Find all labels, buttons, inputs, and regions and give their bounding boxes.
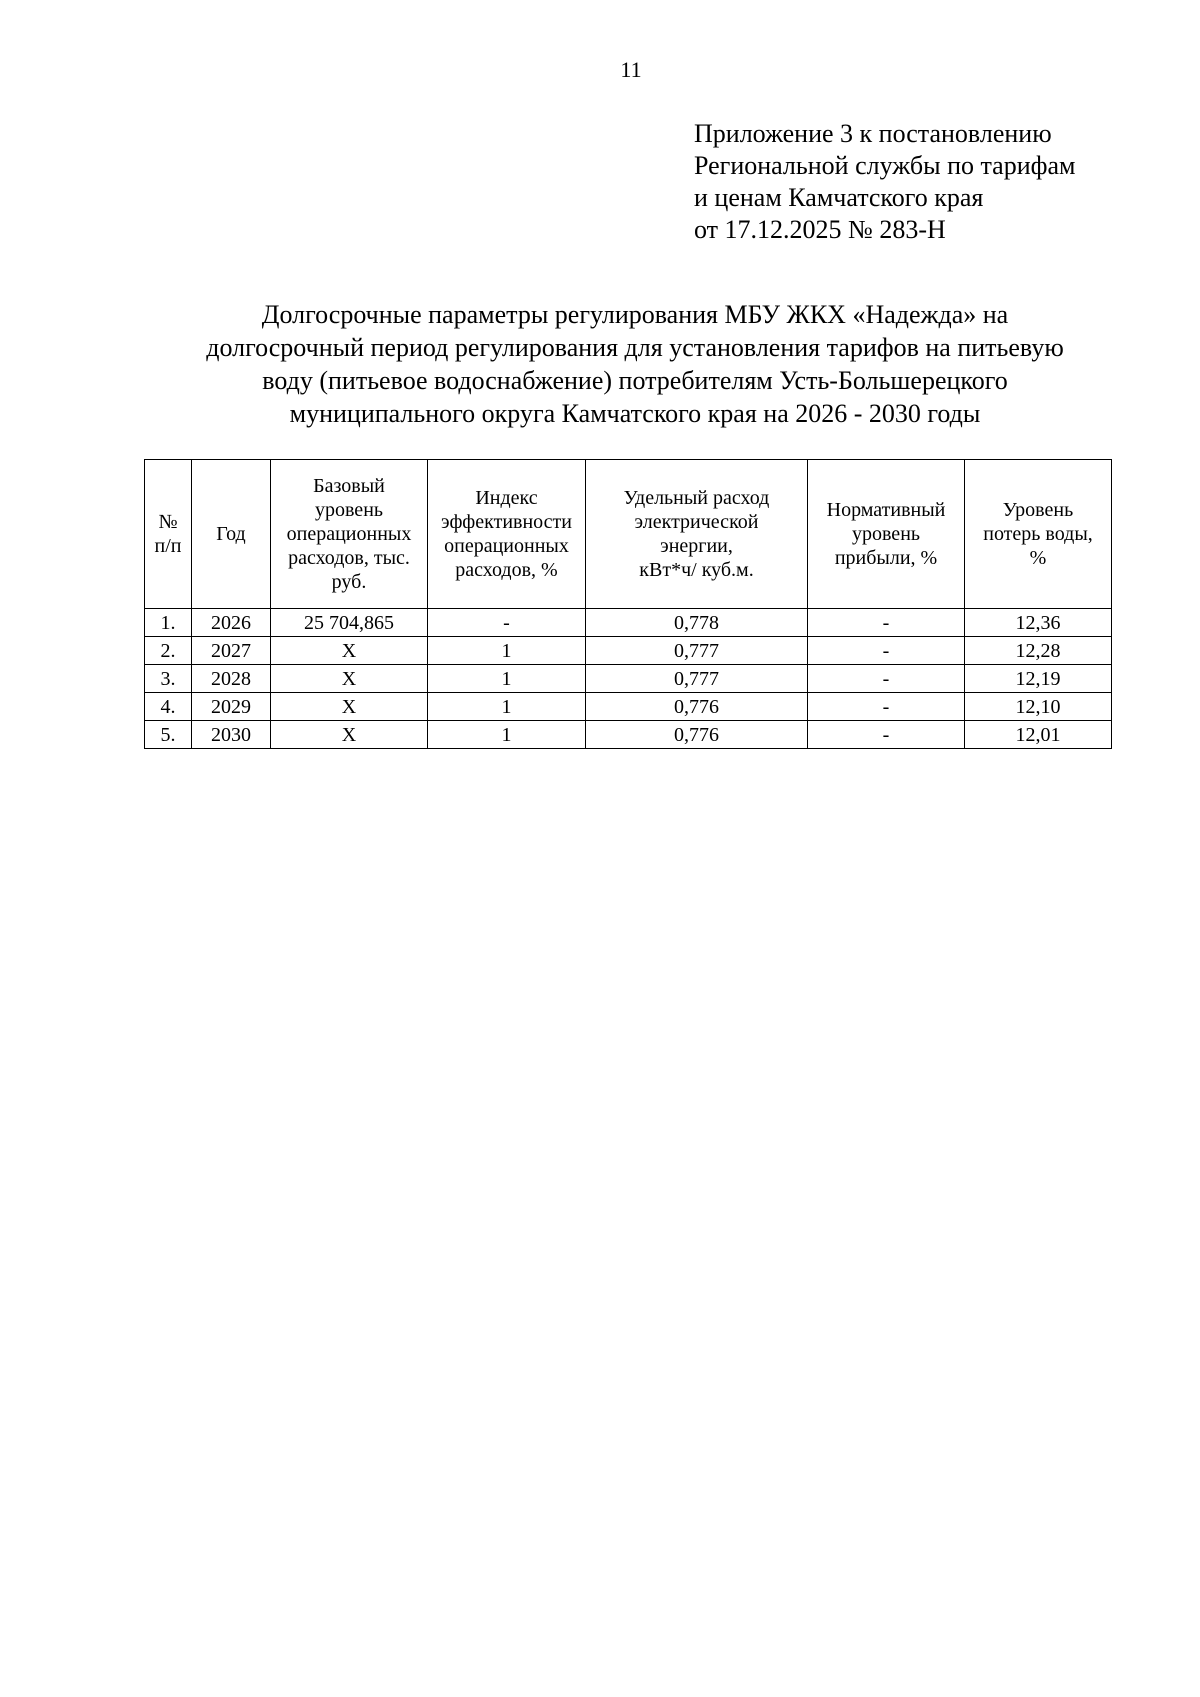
- cell-energy-consumption: 0,776: [586, 693, 808, 721]
- title-line: воду (питьевое водоснабжение) потребителям Усть-Большерецкого: [262, 366, 1008, 395]
- header-line: Нормативный: [826, 499, 946, 521]
- cell-base-opex: Х: [271, 693, 428, 721]
- header-line: %: [1029, 547, 1047, 569]
- appendix-line: Региональной службы по тарифам: [694, 151, 1076, 180]
- cell-water-loss: 12,19: [965, 665, 1112, 693]
- appendix-line: Приложение 3 к постановлению: [694, 119, 1052, 148]
- cell-efficiency-index: 1: [428, 637, 586, 665]
- parameters-table: [144, 459, 1112, 749]
- header-line: потерь воды,: [983, 523, 1093, 545]
- header-line: расходов, %: [455, 559, 558, 581]
- document-title: [140, 298, 1130, 430]
- title-line: долгосрочный период регулирования для установления тарифов на питьевую: [206, 333, 1064, 362]
- header-line: операционных: [444, 535, 569, 557]
- cell-base-opex: Х: [271, 637, 428, 665]
- table-row: [145, 609, 1112, 637]
- appendix-line: от 17.12.2025 № 283-Н: [694, 215, 946, 244]
- header-line: Удельный расход: [623, 487, 770, 509]
- cell-profit-level: -: [808, 609, 965, 637]
- cell-year: 2028: [192, 665, 271, 693]
- header-year: [192, 460, 271, 609]
- cell-energy-consumption: 0,778: [586, 609, 808, 637]
- header-line: прибыли, %: [834, 547, 938, 569]
- cell-year: 2029: [192, 693, 271, 721]
- header-number: [145, 460, 192, 609]
- cell-number: 3.: [145, 665, 192, 693]
- page-number: 11: [620, 57, 642, 82]
- table-row: [145, 637, 1112, 665]
- cell-base-opex: 25 704,865: [271, 609, 428, 637]
- cell-profit-level: -: [808, 637, 965, 665]
- header-line: п/п: [154, 535, 182, 557]
- table-row: [145, 693, 1112, 721]
- cell-efficiency-index: 1: [428, 693, 586, 721]
- cell-efficiency-index: -: [428, 609, 586, 637]
- header-line: уровень: [314, 499, 384, 521]
- header-line: энергии,: [660, 535, 733, 557]
- header-efficiency-index: [428, 460, 586, 609]
- header-line: электрической: [634, 511, 759, 533]
- header-line: №: [158, 511, 178, 533]
- table-header-row: [145, 460, 1112, 609]
- header-line: кВт*ч/ куб.м.: [639, 559, 754, 581]
- cell-efficiency-index: 1: [428, 721, 586, 749]
- appendix-reference: [694, 118, 1075, 246]
- cell-year: 2030: [192, 721, 271, 749]
- cell-water-loss: 12,01: [965, 721, 1112, 749]
- cell-energy-consumption: 0,776: [586, 721, 808, 749]
- title-line: Долгосрочные параметры регулирования МБУ ЖКХ «Надежда» на: [261, 300, 1009, 329]
- cell-efficiency-index: 1: [428, 665, 586, 693]
- table-body: [145, 609, 1112, 749]
- header-profit-level: [808, 460, 965, 609]
- cell-profit-level: -: [808, 721, 965, 749]
- cell-profit-level: -: [808, 693, 965, 721]
- cell-profit-level: -: [808, 665, 965, 693]
- cell-year: 2026: [192, 609, 271, 637]
- header-line: операционных: [286, 523, 412, 545]
- cell-number: 1.: [145, 609, 192, 637]
- header-line: Индекс: [475, 487, 538, 509]
- header-line: расходов, тыс.: [288, 547, 410, 569]
- header-line: Год: [216, 523, 246, 545]
- table-row: [145, 665, 1112, 693]
- cell-number: 4.: [145, 693, 192, 721]
- cell-water-loss: 12,10: [965, 693, 1112, 721]
- header-line: Уровень: [1002, 499, 1074, 521]
- cell-energy-consumption: 0,777: [586, 637, 808, 665]
- title-line: муниципального округа Камчатского края на 2026 - 2030 годы: [289, 399, 981, 428]
- table-row: [145, 721, 1112, 749]
- cell-water-loss: 12,36: [965, 609, 1112, 637]
- header-energy-consumption: [586, 460, 808, 609]
- cell-base-opex: Х: [271, 665, 428, 693]
- cell-base-opex: Х: [271, 721, 428, 749]
- cell-year: 2027: [192, 637, 271, 665]
- header-line: Базовый: [313, 475, 385, 497]
- header-base-opex: [271, 460, 428, 609]
- cell-number: 2.: [145, 637, 192, 665]
- cell-water-loss: 12,28: [965, 637, 1112, 665]
- appendix-line: и ценам Камчатского края: [694, 183, 984, 212]
- header-line: руб.: [331, 571, 367, 593]
- header-line: эффективности: [440, 511, 572, 533]
- header-water-loss: [965, 460, 1112, 609]
- header-line: уровень: [851, 523, 921, 545]
- cell-number: 5.: [145, 721, 192, 749]
- cell-energy-consumption: 0,777: [586, 665, 808, 693]
